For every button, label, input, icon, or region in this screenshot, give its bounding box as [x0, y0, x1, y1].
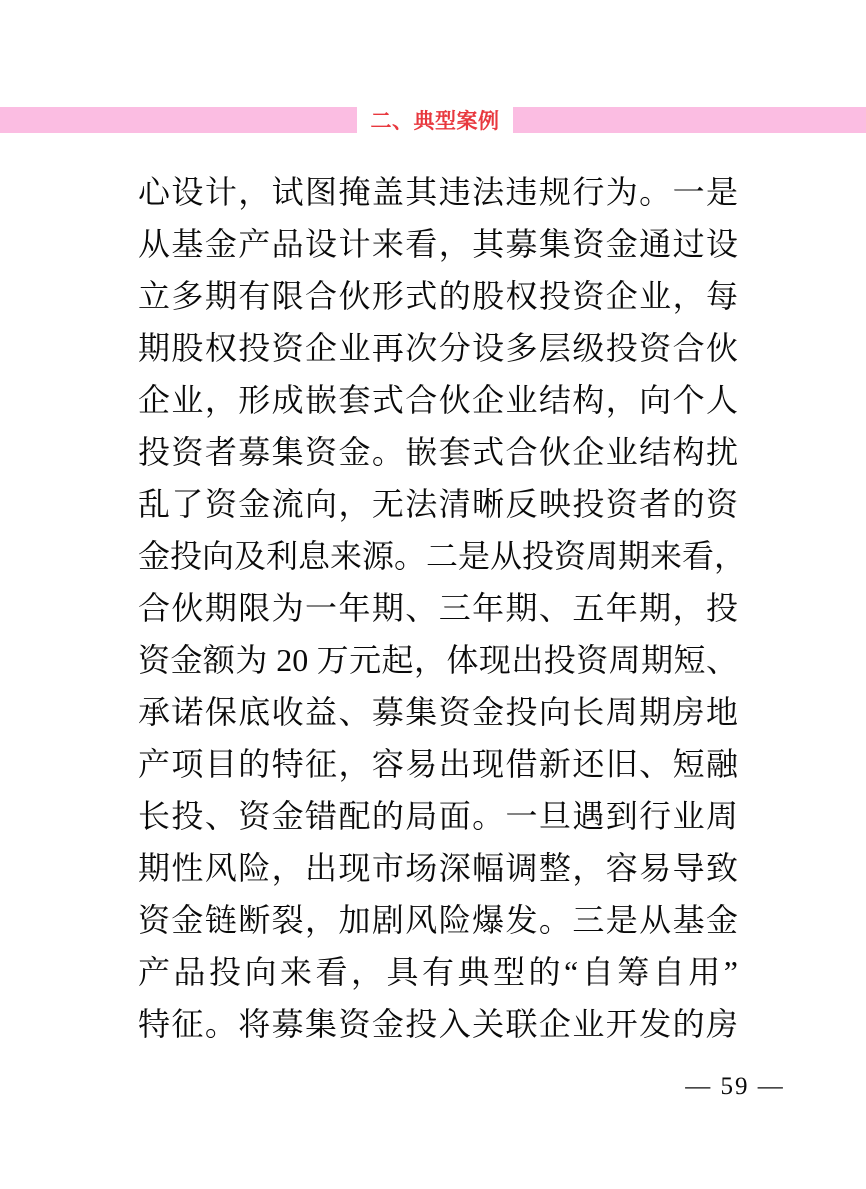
body-text-line: 产品投向来看，具有典型的“自筹自用” — [138, 954, 738, 990]
body-text-line: 合伙期限为一年期、三年期、五年期，投 — [138, 590, 738, 626]
body-text-line: 长投、资金错配的局面。一旦遇到行业周 — [138, 798, 738, 834]
body-text-line: 产项目的特征，容易出现借新还旧、短融 — [138, 746, 738, 782]
section-header: 二、典型案例 — [370, 109, 500, 133]
body-text-line: 资金链断裂，加剧风险爆发。三是从基金 — [138, 902, 738, 938]
page-body-text — [138, 170, 747, 1054]
page-number: — 59 — — [685, 1073, 785, 1100]
header-label-box — [357, 103, 513, 136]
body-text-line: 金投向及利息来源。二是从投资周期来看， — [138, 538, 747, 574]
body-text-line: 从基金产品设计来看，其募集资金通过设 — [138, 226, 738, 262]
body-text-line: 乱了资金流向，无法清晰反映投资者的资 — [138, 486, 738, 522]
body-text-line: 资金额为 20 万元起，体现出投资周期短、 — [138, 642, 738, 678]
body-text-line: 投资者募集资金。嵌套式合伙企业结构扰 — [138, 434, 738, 470]
body-text-line: 立多期有限合伙形式的股权投资企业，每 — [138, 278, 738, 314]
body-text-line: 期性风险，出现市场深幅调整，容易导致 — [138, 850, 738, 886]
body-text-line: 心设计，试图掩盖其违法违规行为。一是 — [138, 174, 738, 210]
body-text-line: 期股权投资企业再次分设多层级投资合伙 — [138, 330, 738, 366]
body-text-line: 承诺保底收益、募集资金投向长周期房地 — [138, 694, 738, 730]
body-text-line: 特征。将募集资金投入关联企业开发的房 — [138, 1006, 738, 1042]
body-text-line: 企业，形成嵌套式合伙企业结构，向个人 — [138, 382, 738, 418]
